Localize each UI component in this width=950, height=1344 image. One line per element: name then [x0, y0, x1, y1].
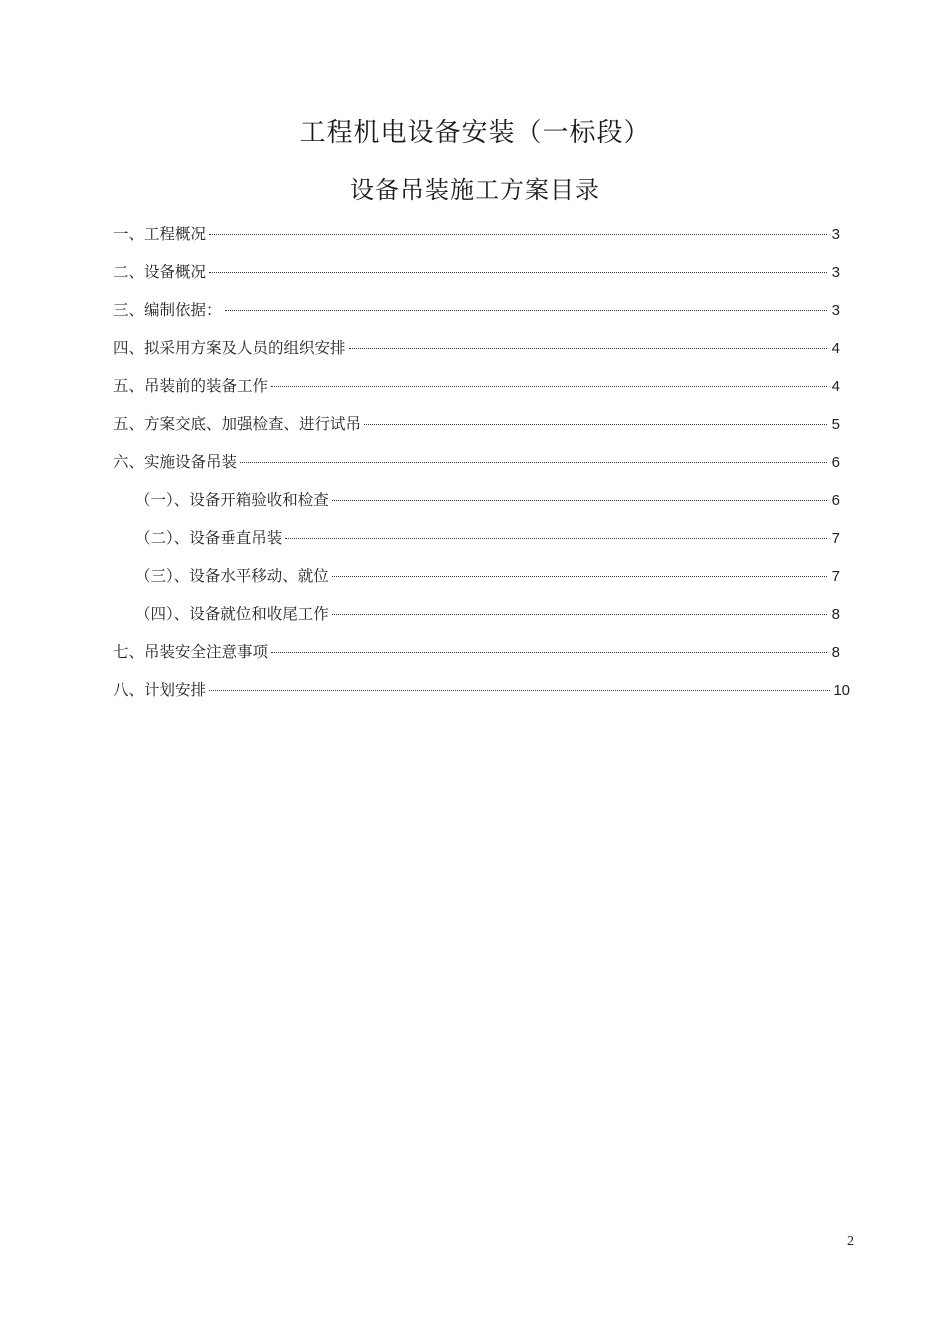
toc-entry-label: 五、吊装前的装备工作	[113, 377, 269, 395]
toc-entry-label: 二、设备概况	[113, 263, 207, 281]
toc-dot-leader	[225, 310, 827, 311]
toc-entry-page: 6	[831, 454, 840, 471]
toc-subentry[interactable]	[113, 488, 850, 526]
toc-dot-leader	[209, 690, 830, 691]
toc-entry-page: 3	[831, 264, 840, 281]
toc-entry-page: 10	[833, 682, 850, 699]
toc-entry-label: （三）、设备水平移动、就位	[135, 567, 329, 585]
document-title: 工程机电设备安装（一标段）	[299, 118, 651, 148]
toc-dot-leader	[209, 272, 827, 273]
toc-dot-leader	[285, 538, 827, 539]
toc-entry[interactable]	[113, 336, 850, 374]
toc-entry-page: 7	[831, 530, 840, 547]
toc-dot-leader	[240, 462, 827, 463]
toc-entry-page: 7	[831, 568, 840, 585]
toc-entry[interactable]	[113, 260, 850, 298]
toc-entry[interactable]	[113, 222, 850, 260]
toc-dot-leader	[332, 500, 827, 501]
toc-subentry[interactable]	[113, 564, 850, 602]
toc-dot-leader	[349, 348, 827, 349]
page-number: 2	[847, 1234, 854, 1249]
toc-entry-label: 五、方案交底、加强检查、进行试吊	[113, 415, 362, 433]
toc-entry[interactable]	[113, 450, 850, 488]
toc-entry-page: 6	[831, 492, 840, 509]
toc-entry-page: 8	[831, 606, 840, 623]
toc-entry-page: 5	[831, 416, 840, 433]
toc-dot-leader	[364, 424, 827, 425]
toc-dot-leader	[332, 614, 827, 615]
toc-entry-label: 八、计划安排	[113, 681, 207, 699]
toc-entry[interactable]	[113, 678, 850, 716]
toc-dot-leader	[209, 234, 827, 235]
toc-entry-page: 4	[831, 378, 840, 395]
toc-entry-label: 七、吊装安全注意事项	[113, 643, 269, 661]
toc-entry-label: 六、实施设备吊装	[113, 453, 238, 471]
toc-entry-label: （四）、设备就位和收尾工作	[135, 605, 329, 623]
toc-entry[interactable]	[113, 412, 850, 450]
toc-subentry[interactable]	[113, 526, 850, 564]
table-of-contents	[113, 222, 850, 716]
toc-entry[interactable]	[113, 640, 850, 678]
toc-subentry[interactable]	[113, 602, 850, 640]
toc-dot-leader	[271, 652, 827, 653]
toc-entry-page: 4	[831, 340, 840, 357]
toc-entry-page: 3	[831, 226, 840, 243]
toc-entry-page: 8	[831, 644, 840, 661]
document-subtitle: 设备吊装施工方案目录	[350, 176, 600, 204]
toc-entry[interactable]	[113, 374, 850, 412]
toc-dot-leader	[332, 576, 827, 577]
toc-entry-label: 三、编制依据：	[113, 301, 222, 319]
toc-entry-label: 一、工程概况	[113, 225, 207, 243]
toc-dot-leader	[271, 386, 827, 387]
toc-entry-label: （二）、设备垂直吊装	[135, 529, 283, 547]
toc-entry-label: （一）、设备开箱验收和检查	[135, 491, 329, 509]
toc-entry-label: 四、拟采用方案及人员的组织安排	[113, 339, 346, 357]
toc-entry-page: 3	[831, 302, 840, 319]
toc-entry[interactable]	[113, 298, 850, 336]
